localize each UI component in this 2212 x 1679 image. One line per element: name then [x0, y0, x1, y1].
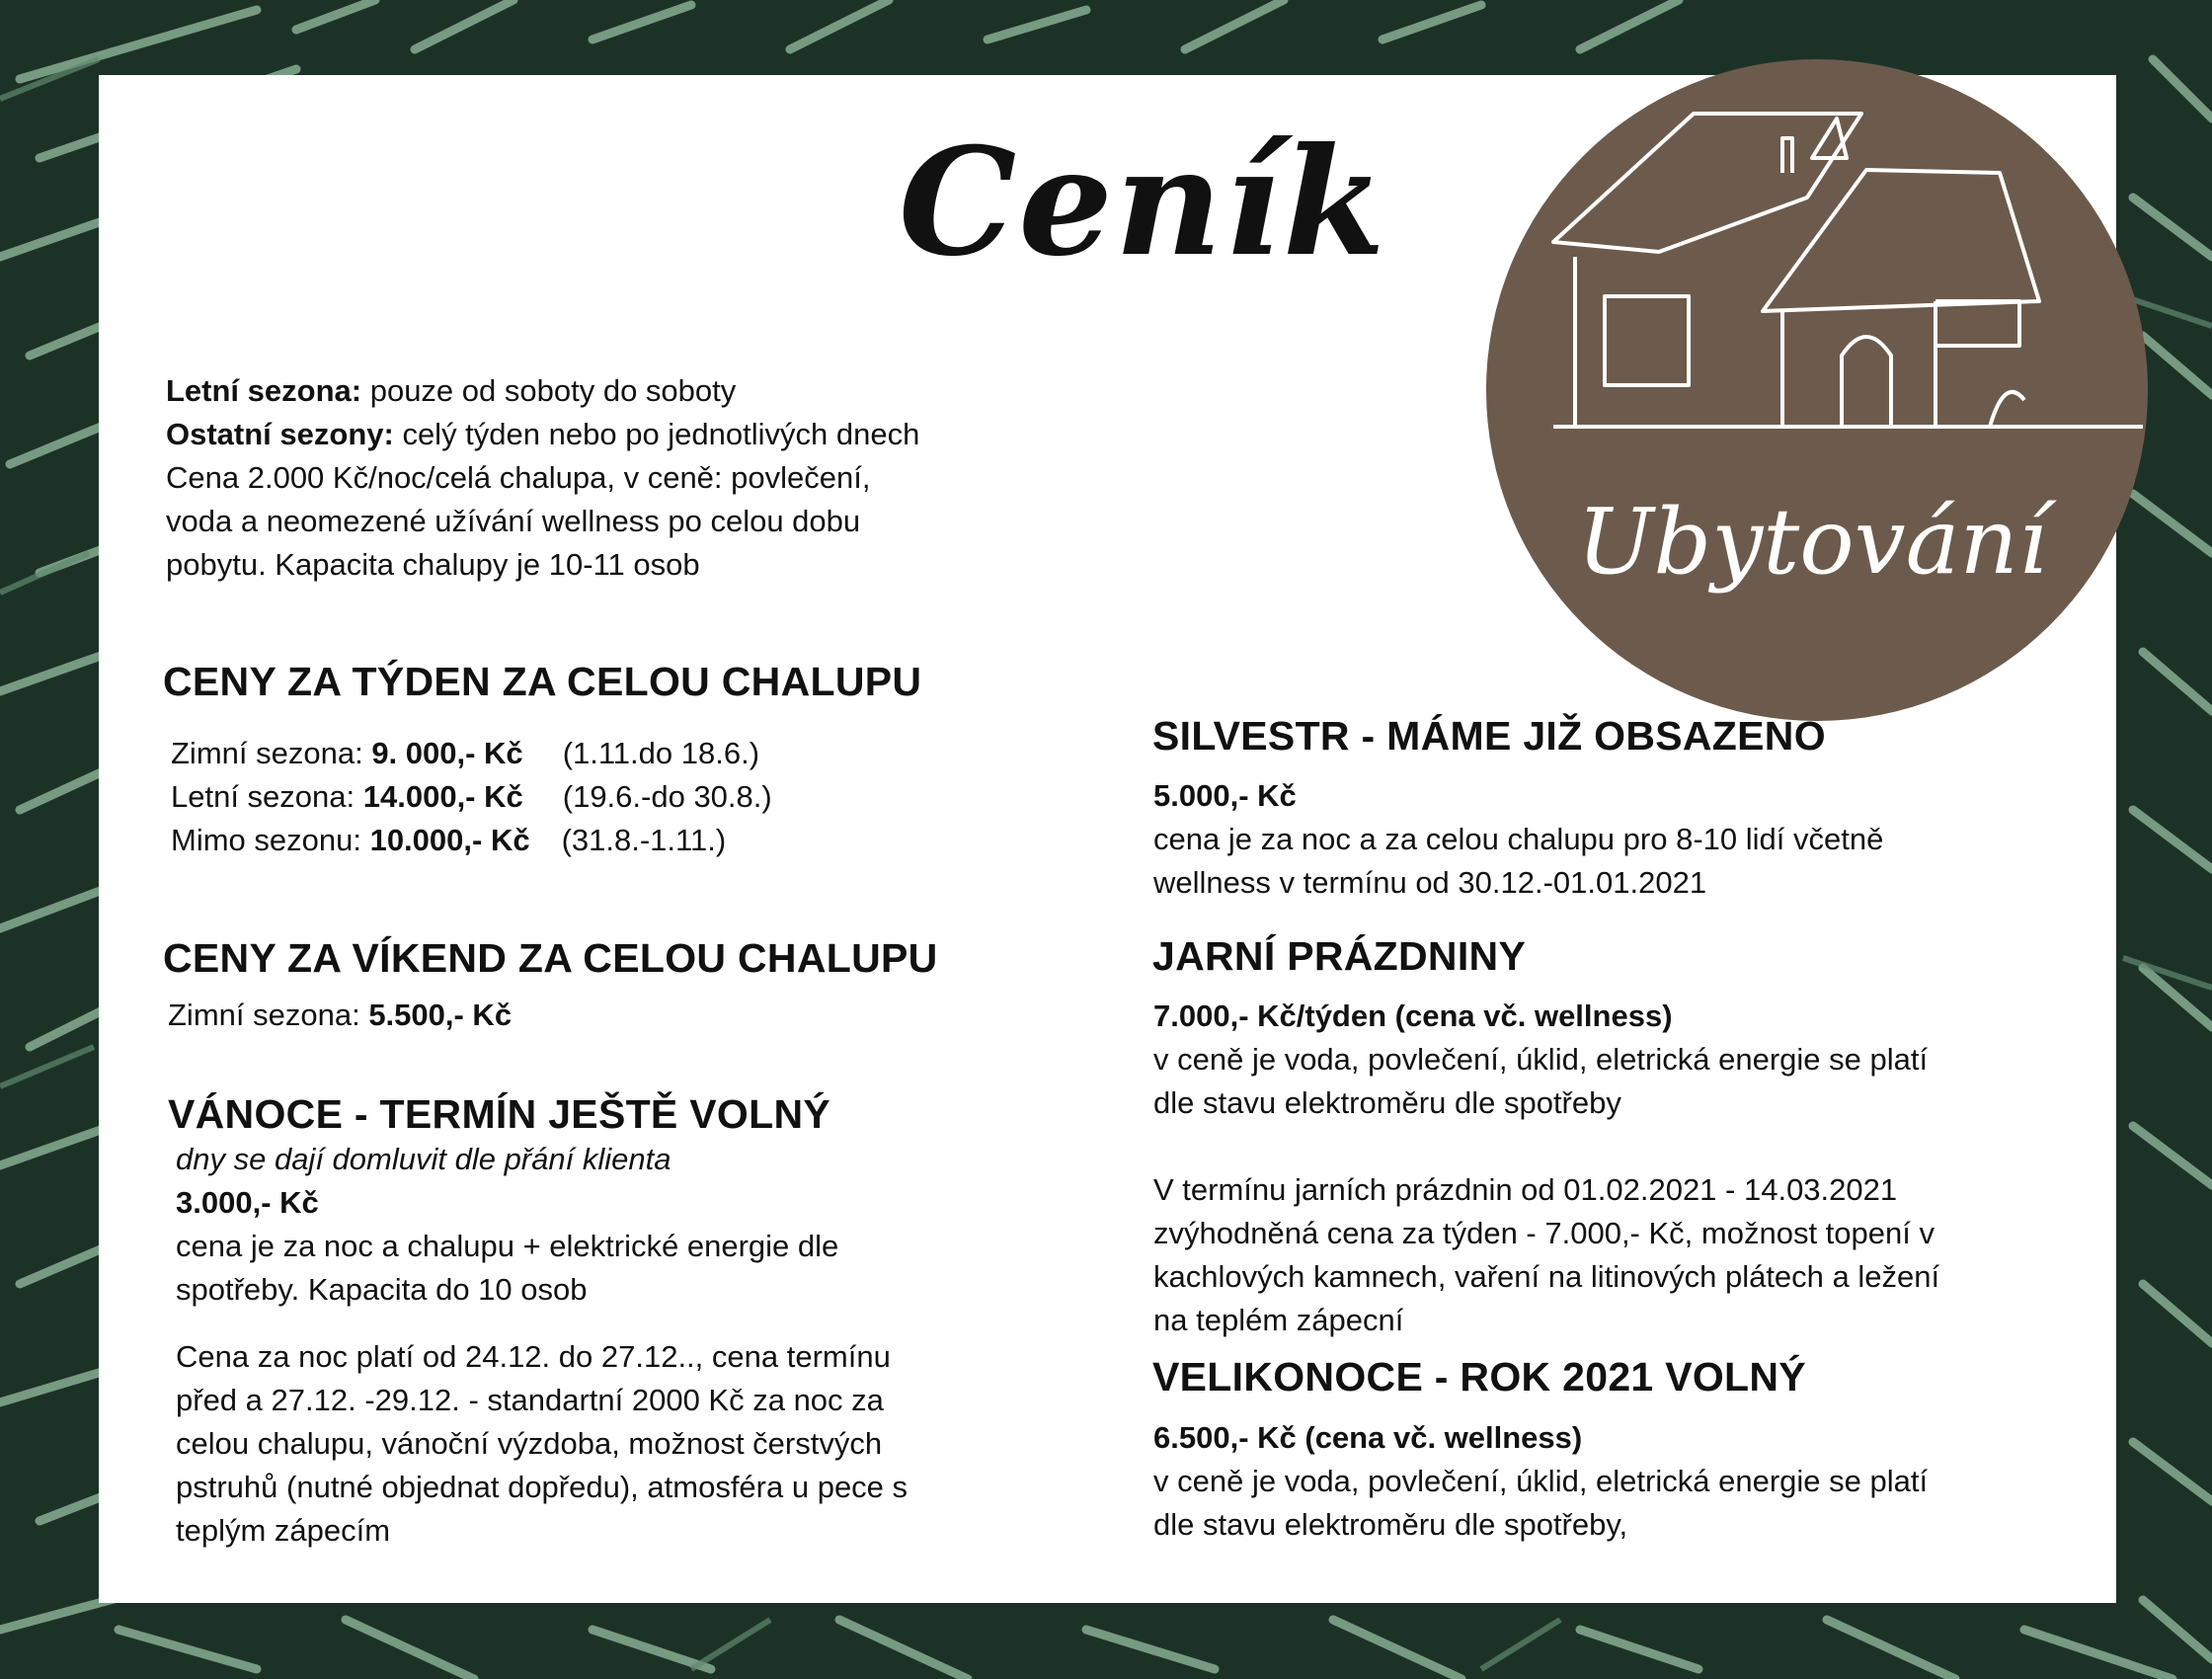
spring-text-2: dle stavu elektroměru dle spotřeby — [1153, 1085, 1621, 1120]
christmas-para-4: pstruhů (nutné objednat dopředu), atmosféra u pece s — [176, 1470, 908, 1504]
week-row-winter: Zimní sezona: 9. 000,- Kč (1.11.do 18.6.) — [171, 736, 760, 770]
week-heading: CENY ZA TÝDEN ZA CELOU CHALUPU — [163, 659, 922, 704]
logo-text: Ubytování — [1576, 489, 2048, 595]
spring-para-1: V termínu jarních prázdnin od 01.02.2021 - 14.03.2021 — [1153, 1172, 1898, 1207]
easter-text-1: v ceně je voda, povlečení, úklid, eletrická energie se platí — [1153, 1464, 1929, 1498]
spring-price: 7.000,- Kč/týden (cena vč. wellness) — [1153, 999, 1673, 1033]
christmas-block — [176, 1138, 908, 1553]
logo-badge — [1486, 59, 2148, 721]
christmas-note: dny se dají domluvit dle přání klienta — [176, 1142, 672, 1176]
page-title: Ceník — [899, 116, 1387, 289]
spring-para-4: na teplém zápecní — [1153, 1303, 1404, 1337]
christmas-text-1: cena je za noc a chalupu + elektrické energie dle — [176, 1229, 839, 1263]
silvestr-price: 5.000,- Kč — [1153, 778, 1297, 813]
christmas-para-3: celou chalupu, vánoční výzdoba, možnost čerstvých — [176, 1426, 883, 1461]
spring-block — [1153, 995, 1939, 1342]
summer-label: Letní sezona: — [166, 373, 362, 408]
weekend-price: Zimní sezona: 5.500,- Kč — [168, 998, 513, 1032]
easter-text-2: dle stavu elektroměru dle spotřeby, — [1153, 1507, 1628, 1542]
week-row-off-season: Mimo sezonu: 10.000,- Kč (31.8.-1.11.) — [171, 823, 727, 857]
spring-heading: JARNÍ PRÁZDNINY — [1152, 933, 1527, 979]
christmas-price: 3.000,- Kč — [176, 1185, 319, 1220]
summer-text: pouze od soboty do soboty — [361, 373, 737, 408]
easter-block — [1153, 1416, 1928, 1547]
week-row-summer: Letní sezona: 14.000,- Kč (19.6.-do 30.8.) — [171, 779, 772, 814]
silvestr-block — [1153, 774, 1883, 905]
easter-price: 6.500,- Kč (cena vč. wellness) — [1153, 1420, 1583, 1455]
week-price-list — [171, 732, 772, 862]
intro-line-3: Cena 2.000 Kč/noc/celá chalupa, v ceně: povlečení, — [166, 460, 871, 495]
christmas-para-5: teplým zápecím — [176, 1513, 391, 1548]
silvestr-text-1: cena je za noc a za celou chalupu pro 8-10 lidí včetně — [1153, 822, 1884, 856]
christmas-para-2: před a 27.12. -29.12. - standartní 2000 Kč za noc za — [176, 1383, 884, 1417]
intro-block — [166, 369, 919, 587]
silvestr-text-2: wellness v termínu od 30.12.-01.01.2021 — [1153, 865, 1707, 900]
christmas-heading: VÁNOCE - TERMÍN JEŠTĚ VOLNÝ — [168, 1091, 831, 1137]
intro-line-5: pobytu. Kapacita chalupy je 10-11 osob — [166, 547, 700, 582]
spring-text-1: v ceně je voda, povlečení, úklid, eletrická energie se platí — [1153, 1042, 1929, 1077]
silvestr-heading: SILVESTR - MÁME JIŽ OBSAZENO — [1152, 713, 1826, 759]
other-text: celý týden nebo po jednotlivých dnech — [393, 417, 920, 451]
other-label: Ostatní sezony: — [166, 417, 394, 451]
spring-para-2: zvýhodněná cena za týden - 7.000,- Kč, možnost topení v — [1153, 1216, 1935, 1250]
christmas-para-1: Cena za noc platí od 24.12. do 27.12.., cena termínu — [176, 1339, 891, 1374]
weekend-heading: CENY ZA VÍKEND ZA CELOU CHALUPU — [163, 935, 938, 981]
intro-line-4: voda a neomezené užívání wellness po celou dobu — [166, 504, 861, 538]
spring-para-3: kachlových kamnech, vaření na litinových plátech a ležení — [1153, 1259, 1940, 1294]
easter-heading: VELIKONOCE - ROK 2021 VOLNÝ — [1152, 1354, 1806, 1399]
christmas-text-2: spotřeby. Kapacita do 10 osob — [176, 1272, 588, 1307]
